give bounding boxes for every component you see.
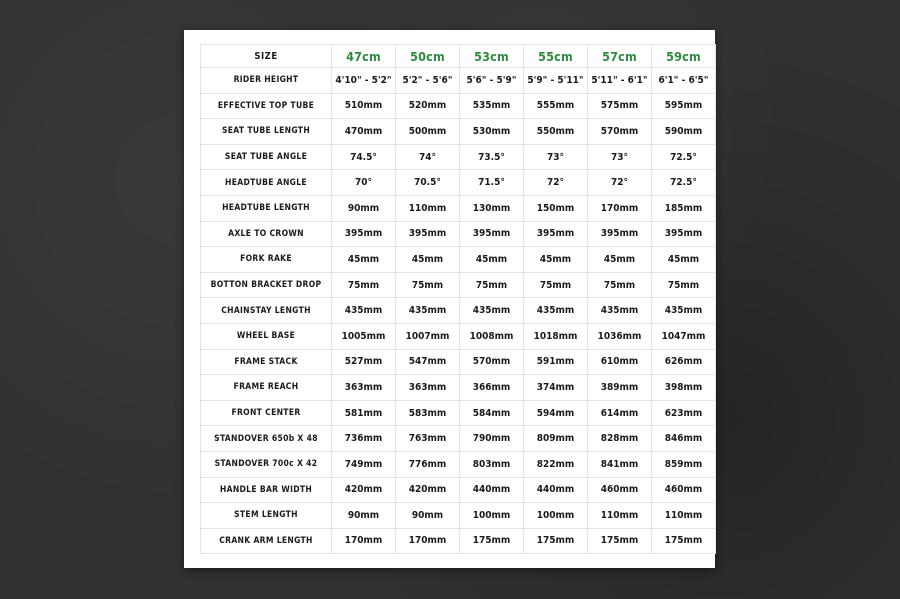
row-label: STANDOVER 650b X 48 bbox=[201, 426, 332, 452]
table-cell: 846mm bbox=[652, 426, 716, 452]
table-row bbox=[201, 119, 716, 145]
table-row bbox=[201, 400, 716, 426]
size-header-cell: 47cm bbox=[332, 45, 396, 68]
size-header-row bbox=[201, 45, 716, 68]
row-label: STANDOVER 700c X 42 bbox=[201, 451, 332, 477]
table-cell: 374mm bbox=[524, 375, 588, 401]
row-label: HEADTUBE LENGTH bbox=[201, 195, 332, 221]
table-cell: 170mm bbox=[332, 528, 396, 554]
table-cell: 594mm bbox=[524, 400, 588, 426]
table-cell: 70.5° bbox=[396, 170, 460, 196]
table-cell: 5'11" - 6'1" bbox=[588, 68, 652, 94]
table-cell: 435mm bbox=[588, 298, 652, 324]
row-label: HEADTUBE ANGLE bbox=[201, 170, 332, 196]
table-row bbox=[201, 144, 716, 170]
table-cell: 75mm bbox=[460, 272, 524, 298]
table-cell: 570mm bbox=[588, 119, 652, 145]
table-row bbox=[201, 323, 716, 349]
table-cell: 520mm bbox=[396, 93, 460, 119]
table-row bbox=[201, 426, 716, 452]
row-label: WHEEL BASE bbox=[201, 323, 332, 349]
row-label: SEAT TUBE LENGTH bbox=[201, 119, 332, 145]
table-row bbox=[201, 528, 716, 554]
table-cell: 841mm bbox=[588, 451, 652, 477]
table-row bbox=[201, 195, 716, 221]
table-cell: 71.5° bbox=[460, 170, 524, 196]
table-cell: 363mm bbox=[332, 375, 396, 401]
table-cell: 45mm bbox=[332, 247, 396, 273]
table-cell: 45mm bbox=[396, 247, 460, 273]
table-cell: 530mm bbox=[460, 119, 524, 145]
table-cell: 1005mm bbox=[332, 323, 396, 349]
table-cell: 736mm bbox=[332, 426, 396, 452]
table-row bbox=[201, 503, 716, 529]
table-cell: 555mm bbox=[524, 93, 588, 119]
table-cell: 395mm bbox=[332, 221, 396, 247]
table-row bbox=[201, 375, 716, 401]
table-cell: 72.5° bbox=[652, 170, 716, 196]
table-cell: 100mm bbox=[524, 503, 588, 529]
table-cell: 570mm bbox=[460, 349, 524, 375]
table-cell: 1018mm bbox=[524, 323, 588, 349]
table-cell: 90mm bbox=[332, 503, 396, 529]
table-cell: 110mm bbox=[652, 503, 716, 529]
table-cell: 75mm bbox=[524, 272, 588, 298]
table-cell: 623mm bbox=[652, 400, 716, 426]
table-cell: 130mm bbox=[460, 195, 524, 221]
table-cell: 90mm bbox=[396, 503, 460, 529]
table-cell: 175mm bbox=[588, 528, 652, 554]
table-cell: 45mm bbox=[588, 247, 652, 273]
table-cell: 595mm bbox=[652, 93, 716, 119]
row-label: HANDLE BAR WIDTH bbox=[201, 477, 332, 503]
table-cell: 395mm bbox=[652, 221, 716, 247]
table-cell: 435mm bbox=[332, 298, 396, 324]
row-label: AXLE TO CROWN bbox=[201, 221, 332, 247]
table-cell: 170mm bbox=[396, 528, 460, 554]
row-label: FRONT CENTER bbox=[201, 400, 332, 426]
table-cell: 1007mm bbox=[396, 323, 460, 349]
table-cell: 822mm bbox=[524, 451, 588, 477]
table-cell: 5'2" - 5'6" bbox=[396, 68, 460, 94]
table-cell: 45mm bbox=[460, 247, 524, 273]
table-cell: 1047mm bbox=[652, 323, 716, 349]
table-cell: 610mm bbox=[588, 349, 652, 375]
table-cell: 420mm bbox=[332, 477, 396, 503]
row-label: CHAINSTAY LENGTH bbox=[201, 298, 332, 324]
table-cell: 790mm bbox=[460, 426, 524, 452]
table-cell: 6'1" - 6'5" bbox=[652, 68, 716, 94]
table-cell: 614mm bbox=[588, 400, 652, 426]
table-cell: 395mm bbox=[524, 221, 588, 247]
table-cell: 75mm bbox=[396, 272, 460, 298]
table-cell: 460mm bbox=[588, 477, 652, 503]
table-cell: 584mm bbox=[460, 400, 524, 426]
table-cell: 626mm bbox=[652, 349, 716, 375]
table-cell: 575mm bbox=[588, 93, 652, 119]
row-label: FORK RAKE bbox=[201, 247, 332, 273]
table-cell: 1036mm bbox=[588, 323, 652, 349]
table-cell: 185mm bbox=[652, 195, 716, 221]
row-label: SEAT TUBE ANGLE bbox=[201, 144, 332, 170]
row-label: BOTTON BRACKET DROP bbox=[201, 272, 332, 298]
table-cell: 435mm bbox=[652, 298, 716, 324]
size-header-cell: 59cm bbox=[652, 45, 716, 68]
table-cell: 366mm bbox=[460, 375, 524, 401]
table-cell: 75mm bbox=[588, 272, 652, 298]
table-cell: 90mm bbox=[332, 195, 396, 221]
table-cell: 763mm bbox=[396, 426, 460, 452]
table-cell: 75mm bbox=[332, 272, 396, 298]
row-label: FRAME REACH bbox=[201, 375, 332, 401]
table-cell: 73° bbox=[524, 144, 588, 170]
table-cell: 73° bbox=[588, 144, 652, 170]
size-corner-label: SIZE bbox=[201, 45, 332, 68]
size-header-cell: 50cm bbox=[396, 45, 460, 68]
table-row bbox=[201, 349, 716, 375]
table-cell: 435mm bbox=[396, 298, 460, 324]
table-row bbox=[201, 68, 716, 94]
table-cell: 547mm bbox=[396, 349, 460, 375]
table-cell: 440mm bbox=[524, 477, 588, 503]
size-header-cell: 57cm bbox=[588, 45, 652, 68]
row-label: EFFECTIVE TOP TUBE bbox=[201, 93, 332, 119]
table-row bbox=[201, 298, 716, 324]
row-label: FRAME STACK bbox=[201, 349, 332, 375]
table-cell: 395mm bbox=[396, 221, 460, 247]
table-cell: 100mm bbox=[460, 503, 524, 529]
table-cell: 170mm bbox=[588, 195, 652, 221]
table-cell: 73.5° bbox=[460, 144, 524, 170]
table-cell: 440mm bbox=[460, 477, 524, 503]
table-cell: 74.5° bbox=[332, 144, 396, 170]
geometry-table bbox=[200, 44, 716, 554]
table-cell: 749mm bbox=[332, 451, 396, 477]
table-cell: 776mm bbox=[396, 451, 460, 477]
table-cell: 72.5° bbox=[652, 144, 716, 170]
table-cell: 398mm bbox=[652, 375, 716, 401]
table-cell: 591mm bbox=[524, 349, 588, 375]
table-row bbox=[201, 272, 716, 298]
table-cell: 590mm bbox=[652, 119, 716, 145]
geometry-sheet bbox=[184, 30, 715, 568]
table-cell: 70° bbox=[332, 170, 396, 196]
table-cell: 150mm bbox=[524, 195, 588, 221]
table-cell: 395mm bbox=[588, 221, 652, 247]
table-row bbox=[201, 451, 716, 477]
table-row bbox=[201, 170, 716, 196]
table-cell: 828mm bbox=[588, 426, 652, 452]
table-cell: 460mm bbox=[652, 477, 716, 503]
geometry-table-body bbox=[201, 68, 716, 554]
table-cell: 470mm bbox=[332, 119, 396, 145]
table-cell: 527mm bbox=[332, 349, 396, 375]
table-cell: 581mm bbox=[332, 400, 396, 426]
row-label: STEM LENGTH bbox=[201, 503, 332, 529]
table-cell: 4'10" - 5'2" bbox=[332, 68, 396, 94]
size-header-cell: 53cm bbox=[460, 45, 524, 68]
table-cell: 583mm bbox=[396, 400, 460, 426]
table-cell: 435mm bbox=[524, 298, 588, 324]
table-cell: 72° bbox=[588, 170, 652, 196]
table-cell: 5'9" - 5'11" bbox=[524, 68, 588, 94]
table-cell: 75mm bbox=[652, 272, 716, 298]
table-cell: 45mm bbox=[652, 247, 716, 273]
size-header-cell: 55cm bbox=[524, 45, 588, 68]
table-cell: 435mm bbox=[460, 298, 524, 324]
table-row bbox=[201, 93, 716, 119]
table-cell: 175mm bbox=[652, 528, 716, 554]
table-cell: 72° bbox=[524, 170, 588, 196]
table-cell: 859mm bbox=[652, 451, 716, 477]
row-label: RIDER HEIGHT bbox=[201, 68, 332, 94]
table-cell: 110mm bbox=[588, 503, 652, 529]
table-cell: 1008mm bbox=[460, 323, 524, 349]
table-cell: 175mm bbox=[524, 528, 588, 554]
table-row bbox=[201, 221, 716, 247]
table-cell: 363mm bbox=[396, 375, 460, 401]
table-cell: 535mm bbox=[460, 93, 524, 119]
table-cell: 420mm bbox=[396, 477, 460, 503]
table-cell: 510mm bbox=[332, 93, 396, 119]
table-cell: 45mm bbox=[524, 247, 588, 273]
table-cell: 395mm bbox=[460, 221, 524, 247]
table-cell: 803mm bbox=[460, 451, 524, 477]
table-cell: 74° bbox=[396, 144, 460, 170]
table-cell: 175mm bbox=[460, 528, 524, 554]
row-label: CRANK ARM LENGTH bbox=[201, 528, 332, 554]
table-cell: 110mm bbox=[396, 195, 460, 221]
table-row bbox=[201, 247, 716, 273]
table-cell: 389mm bbox=[588, 375, 652, 401]
table-row bbox=[201, 477, 716, 503]
table-cell: 809mm bbox=[524, 426, 588, 452]
table-cell: 550mm bbox=[524, 119, 588, 145]
table-cell: 500mm bbox=[396, 119, 460, 145]
table-cell: 5'6" - 5'9" bbox=[460, 68, 524, 94]
